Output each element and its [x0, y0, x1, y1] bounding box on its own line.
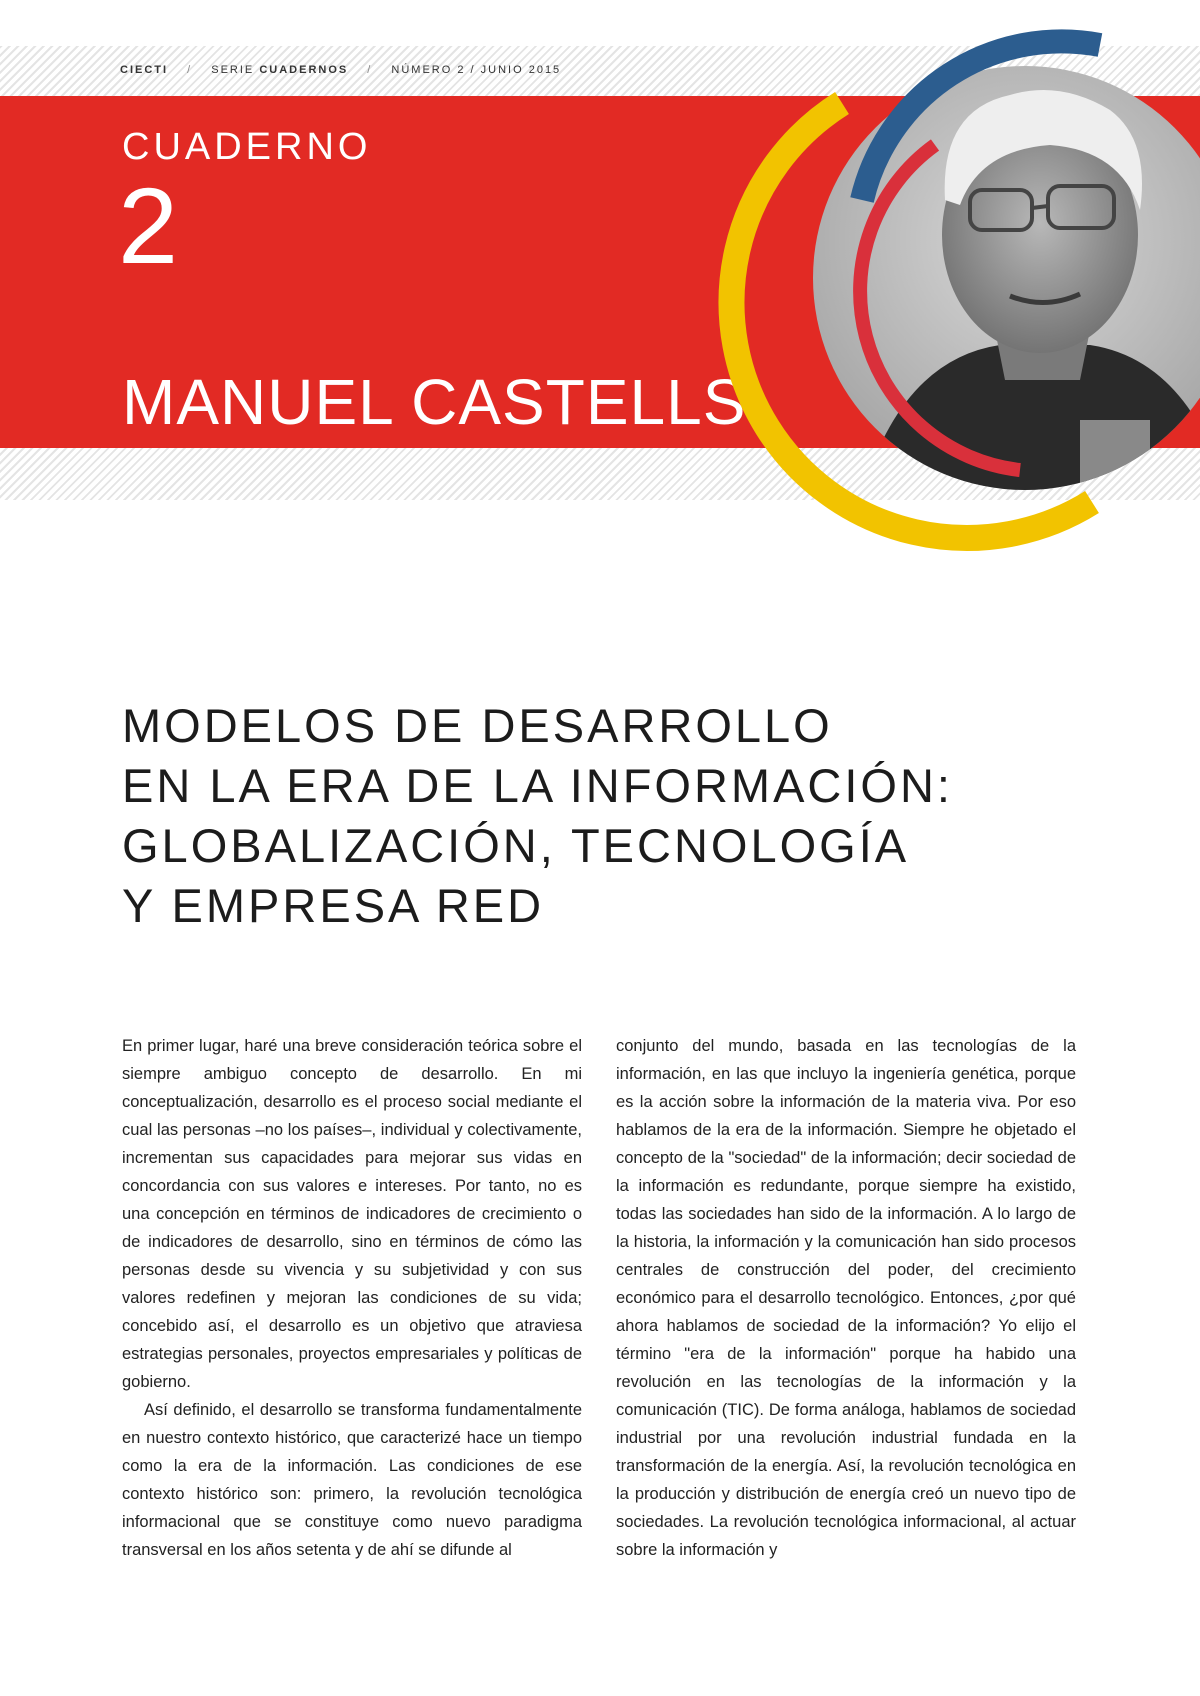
author-portrait	[0, 0, 1200, 600]
body-paragraph: En primer lugar, haré una breve consideración teórica sobre el siempre ambiguo concepto de desarrollo. En mi conceptualización, desarrollo es el proceso social mediante el cual las personas –no los países–, individual y colectivamente, incrementan sus capacidades para mejorar sus vidas en concordancia con sus valores e intereses. Por tanto, no es una concepción en términos de indicadores de crecimiento o de indicadores de desarrollo, sino en términos de cómo las personas desde su vivencia y su subjetividad y con sus valores redefinen y mejoran las condiciones de su vida; concebido así, el desarrollo es un objetivo que atraviesa estrategias personales, proyectos empresariales y políticas de gobierno.	[122, 1037, 582, 1391]
body-column-left	[122, 1032, 582, 1564]
issue-info: NÚMERO 2 / JUNIO 2015	[391, 64, 562, 76]
body-paragraph: conjunto del mundo, basada en las tecnologías de la información, en las que incluyo la ingeniería genética, porque es la acción sobre la información de la materia viva. Por eso hablamos de la era de la información. Siempre he objetado el concepto de la "sociedad" de la información; decir sociedad de la información es redundante, porque siempre ha existido, todas las sociedades han sido de la información. A lo largo de la historia, la información y la comunicación han sido procesos centrales de construcción del poder, del crecimiento económico para el desarrollo tecnológico. Entonces, ¿por qué ahora hablamos de sociedad de la información? Yo elijo el término "era de la información" porque ha habido una revolución en las tecnologías de la información y la comunicación (TIC). De forma análoga, hablamos de sociedad industrial por una revolución industrial fundada en la transformación de la energía. Así, la revolución tecnológica en la producción y distribución de energía creó un nuevo tipo de sociedades. La revolución tecnológica informacional, al actuar sobre la información y	[616, 1037, 1076, 1559]
title-line: Y EMPRESA RED	[122, 879, 545, 932]
cuaderno-label: CUADERNO	[122, 126, 372, 168]
author-name: MANUEL CASTELLS	[122, 366, 747, 438]
body-paragraph: Así definido, el desarrollo se transforma fundamentalmente en nuestro contexto histórico, que caracterizé hace un tiempo como la era de la información. Las condiciones de ese contexto histórico son: primero, la revolución tecnológica informacional que se constituye como nuevo paradigma transversal en los años setenta y de ahí se difunde al	[122, 1401, 582, 1559]
series-prefix: SERIE	[211, 64, 255, 76]
cuaderno-number: 2	[118, 165, 179, 286]
article-title	[122, 696, 1022, 936]
separator: /	[187, 64, 193, 76]
series-name: CUADERNOS	[259, 64, 349, 76]
separator: /	[367, 64, 373, 76]
title-line: EN LA ERA DE LA INFORMACIÓN:	[122, 759, 953, 812]
body-column-right	[616, 1032, 1076, 1564]
title-line: MODELOS DE DESARROLLO	[122, 699, 833, 752]
publisher-name: CIECTI	[120, 64, 169, 76]
title-line: GLOBALIZACIÓN, TECNOLOGÍA	[122, 819, 910, 872]
